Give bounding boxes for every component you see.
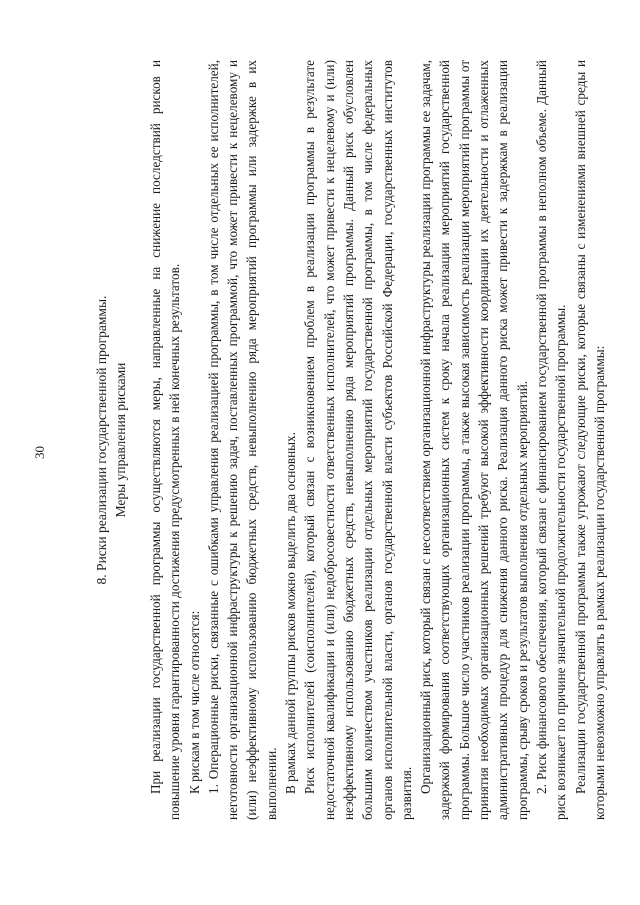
paragraph-intro: При реализации государственной программы осуществляются меры, направленные на снижение последствий рисков и повышение уровня гарантированности достижения предусмотренных в ней конечных результатов.: [148, 60, 183, 820]
paragraph-external-risks: Реализации государственной программы также угрожают следующие риски, которые связаны с изменениями внешней среды и которыми невозможно управлять в рамках реализации государственной программы:: [572, 60, 607, 820]
section-subheading: Меры управления рисками: [113, 362, 128, 518]
paragraph-risks-list-intro: К рискам в том числе относятся:: [186, 610, 202, 794]
paragraph-organizational-risk: Организационный риск, который связан с несоответствием организационной инфраструктуры реализации программы ее задачам, задержкой формирования соответствующих организационных систем к сроку начала реализации мероприятий государственной программы. Большое число участников реализации программы, а также высокая зависимость реализации мероприятий программы от принятия необходимых организационных решений требуют высокой эффективности координации их деятельности и отлаженных административных процедур для снижения данного риска. Реализация данного риска может привести к задержкам в реализации программы, срыву сроков и результатов выполнения отдельных мероприятий.: [418, 60, 530, 820]
paragraph-two-main-risks: В рамках данной группы рисков можно выделить два основных.: [283, 432, 299, 794]
section-heading: 8. Риски реализации государственной программы.: [94, 295, 109, 585]
paragraph-executor-risk: Риск исполнителей (соисполнителей), который связан с возникновением проблем в реализации программы в результате недостаточной квалификации и (или) недобросовестности ответственных исполнителей, что может привести к нецелевому и (или) неэффективному использованию бюджетных средств, невыполнению ряда мероприятий программы. Данный риск обусловлен большим количеством участников реализации отдельных мероприятий государственной программы, в том числе федеральных органов исполнительной власти, органов государственной власти субъектов Российской Федерации, государственных институтов развития.: [302, 60, 414, 820]
paragraph-financial-risk: 2. Риск финансового обеспечения, который связан с финансированием государственной программы в неполном объеме. Данный риск возникает по причине значительной продолжительности государственной программы.: [533, 60, 569, 820]
paragraph-operational-risks: 1. Операционные риски, связанные с ошибками управления реализацией программы, в том числе отдельных ее исполнителей, неготовности организационной инфраструктуры к решению задач, поставленных программой, что может привести к нецелевому и (или) неэффективному использованию бюджетных средств, невыполнению ряда мероприятий программы или задержке в их выполнении.: [205, 60, 279, 820]
page-number: 30: [32, 446, 47, 459]
document-body: [90, 60, 609, 820]
